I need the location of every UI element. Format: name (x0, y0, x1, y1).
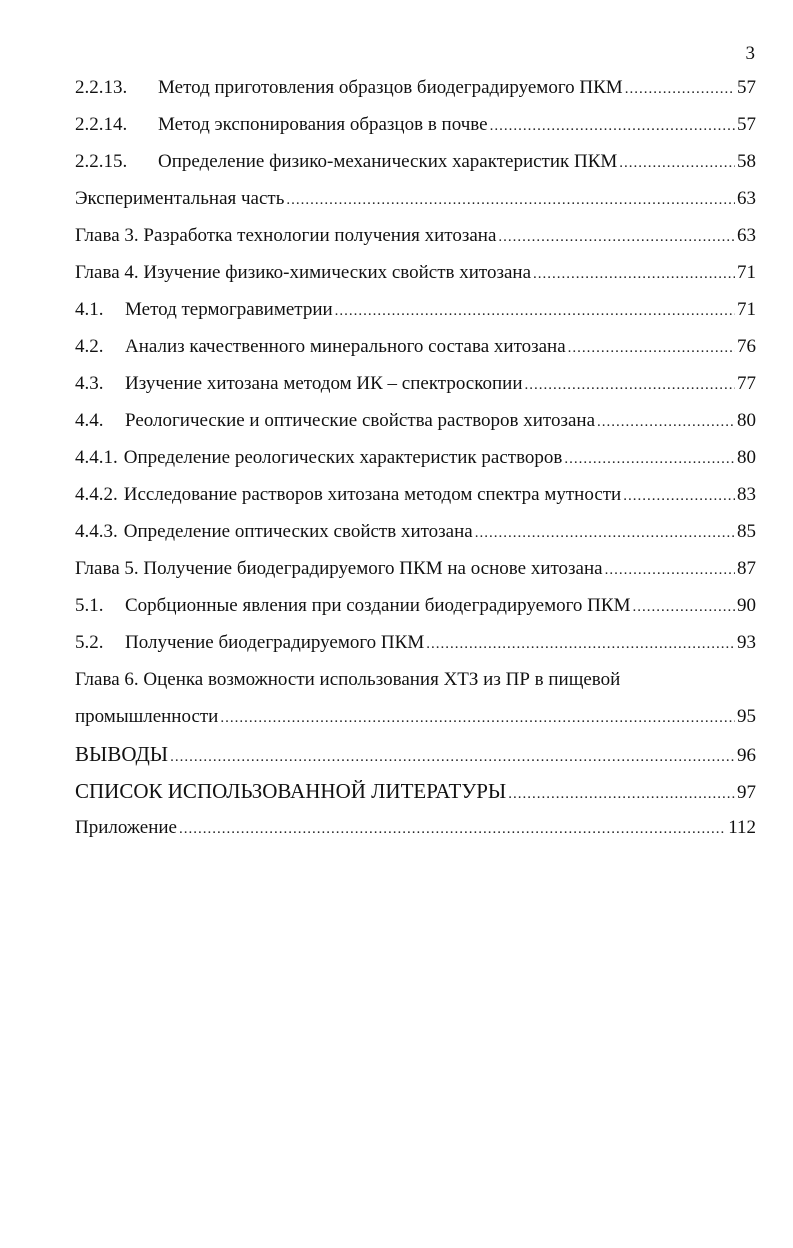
toc-entry-page: 83 (737, 484, 756, 505)
toc-entry-chapter-6-line2[interactable] (75, 705, 756, 742)
toc-entry-title: Определение физико-механических характеристик ПКМ (158, 151, 618, 172)
toc-entry-4-4-1[interactable] (75, 446, 756, 483)
dot-leader (605, 557, 735, 582)
page-number: 3 (745, 43, 755, 64)
toc-entry-title: Приложение (75, 817, 177, 838)
dot-leader (335, 298, 735, 323)
toc-entry-title: Метод экспонирования образцов в почве (158, 114, 488, 135)
toc-entry-references[interactable] (75, 779, 756, 816)
dot-leader (625, 76, 735, 101)
toc-entry-title: СПИСОК ИСПОЛЬЗОВАННОЙ ЛИТЕРАТУРЫ (75, 779, 507, 803)
toc-entry-5-2[interactable] (75, 631, 756, 668)
toc-entry-number: 5.1. (75, 595, 104, 616)
toc-entry-4-4[interactable] (75, 409, 756, 446)
toc-entry-number: 2.2.14. (75, 114, 128, 135)
toc-entry-number: 4.2. (75, 336, 104, 357)
toc-entry-title-continuation: промышленности (75, 706, 219, 727)
toc-entry-chapter-6-line1[interactable] (75, 668, 756, 705)
dot-leader (568, 335, 735, 360)
dot-leader (426, 631, 735, 656)
toc-entry-number: 4.4.3. (75, 521, 118, 542)
toc-entry-title: Метод приготовления образцов биодеградируемого ПКМ (158, 77, 623, 98)
toc-entry-4-4-2[interactable] (75, 483, 756, 520)
toc-entry-2-2-14[interactable] (75, 113, 756, 150)
toc-entry-page: 57 (737, 77, 756, 98)
toc-entry-page: 58 (737, 151, 756, 172)
toc-entry-page: 96 (737, 745, 756, 766)
toc-entry-page: 57 (737, 114, 756, 135)
toc-entry-number: 2.2.15. (75, 151, 128, 172)
toc-entry-title: Получение биодеградируемого ПКМ (125, 632, 425, 653)
toc-entry-chapter-5[interactable] (75, 557, 756, 594)
toc-entry-title: Метод термогравиметрии (125, 299, 333, 320)
dot-leader (498, 224, 735, 249)
toc-entry-4-2[interactable] (75, 335, 756, 372)
toc-entry-title: Анализ качественного минерального состава хитозана (125, 336, 566, 357)
dot-leader (525, 372, 735, 397)
toc-entry-page: 77 (737, 373, 756, 394)
toc-entry-page: 71 (737, 262, 756, 283)
toc-entry-page: 80 (737, 447, 756, 468)
table-of-contents (75, 76, 756, 853)
toc-entry-number: 4.4.1. (75, 447, 118, 468)
toc-entry-page: 76 (737, 336, 756, 357)
dot-leader (490, 113, 735, 138)
toc-entry-number: 4.4. (75, 410, 104, 431)
toc-entry-4-3[interactable] (75, 372, 756, 409)
toc-entry-title: Глава 6. Оценка возможности использования ХТЗ из ПР в пищевой (75, 669, 621, 690)
dot-leader (597, 409, 735, 434)
toc-entry-experimental[interactable] (75, 187, 756, 224)
toc-entry-title: Глава 4. Изучение физико-химических свойств хитозана (75, 262, 532, 283)
toc-entry-4-4-3[interactable] (75, 520, 756, 557)
toc-entry-number: 4.1. (75, 299, 104, 320)
toc-entry-page: 63 (737, 188, 756, 209)
dot-leader (632, 594, 735, 619)
toc-entry-appendix[interactable] (75, 816, 756, 853)
toc-entry-title: Определение оптических свойств хитозана (123, 521, 473, 542)
dot-leader (564, 446, 735, 471)
toc-entry-conclusions[interactable] (75, 742, 756, 779)
toc-entry-2-2-13[interactable] (75, 76, 756, 113)
toc-entry-4-1[interactable] (75, 298, 756, 335)
toc-entry-title: Глава 3. Разработка технологии получения хитозана (75, 225, 497, 246)
dot-leader (286, 187, 735, 212)
toc-entry-page: 85 (737, 521, 756, 542)
toc-entry-number: 4.4.2. (75, 484, 118, 505)
dot-leader (619, 150, 735, 175)
dot-leader (533, 261, 735, 286)
toc-entry-page: 80 (737, 410, 756, 431)
dot-leader (220, 705, 735, 730)
toc-entry-page: 71 (737, 299, 756, 320)
toc-entry-page: 97 (737, 782, 756, 803)
dot-leader (170, 742, 735, 769)
toc-entry-page: 93 (737, 632, 756, 653)
toc-entry-page: 87 (737, 558, 756, 579)
toc-entry-page: 95 (737, 706, 756, 727)
toc-entry-number: 5.2. (75, 632, 104, 653)
toc-entry-chapter-4[interactable] (75, 261, 756, 298)
toc-entry-title: Определение реологических характеристик растворов (123, 447, 563, 468)
toc-entry-chapter-3[interactable] (75, 224, 756, 261)
toc-entry-2-2-15[interactable] (75, 150, 756, 187)
dot-leader (508, 779, 735, 806)
toc-entry-number: 4.3. (75, 373, 104, 394)
toc-entry-title: ВЫВОДЫ (75, 742, 169, 766)
toc-entry-title: Реологические и оптические свойства растворов хитозана (125, 410, 596, 431)
toc-entry-page: 90 (737, 595, 756, 616)
toc-entry-5-1[interactable] (75, 594, 756, 631)
toc-entry-title: Изучение хитозана методом ИК – спектроскопии (125, 373, 523, 394)
toc-entry-page: 63 (737, 225, 756, 246)
toc-entry-title: Исследование растворов хитозана методом спектра мутности (123, 484, 622, 505)
toc-entry-title: Сорбционные явления при создании биодеградируемого ПКМ (125, 595, 631, 616)
toc-entry-title: Глава 5. Получение биодеградируемого ПКМ на основе хитозана (75, 558, 603, 579)
toc-entry-page: 112 (728, 817, 756, 838)
toc-entry-title: Экспериментальная часть (75, 188, 285, 209)
dot-leader (179, 816, 726, 841)
toc-entry-number: 2.2.13. (75, 77, 128, 98)
dot-leader (623, 483, 735, 508)
dot-leader (475, 520, 735, 545)
